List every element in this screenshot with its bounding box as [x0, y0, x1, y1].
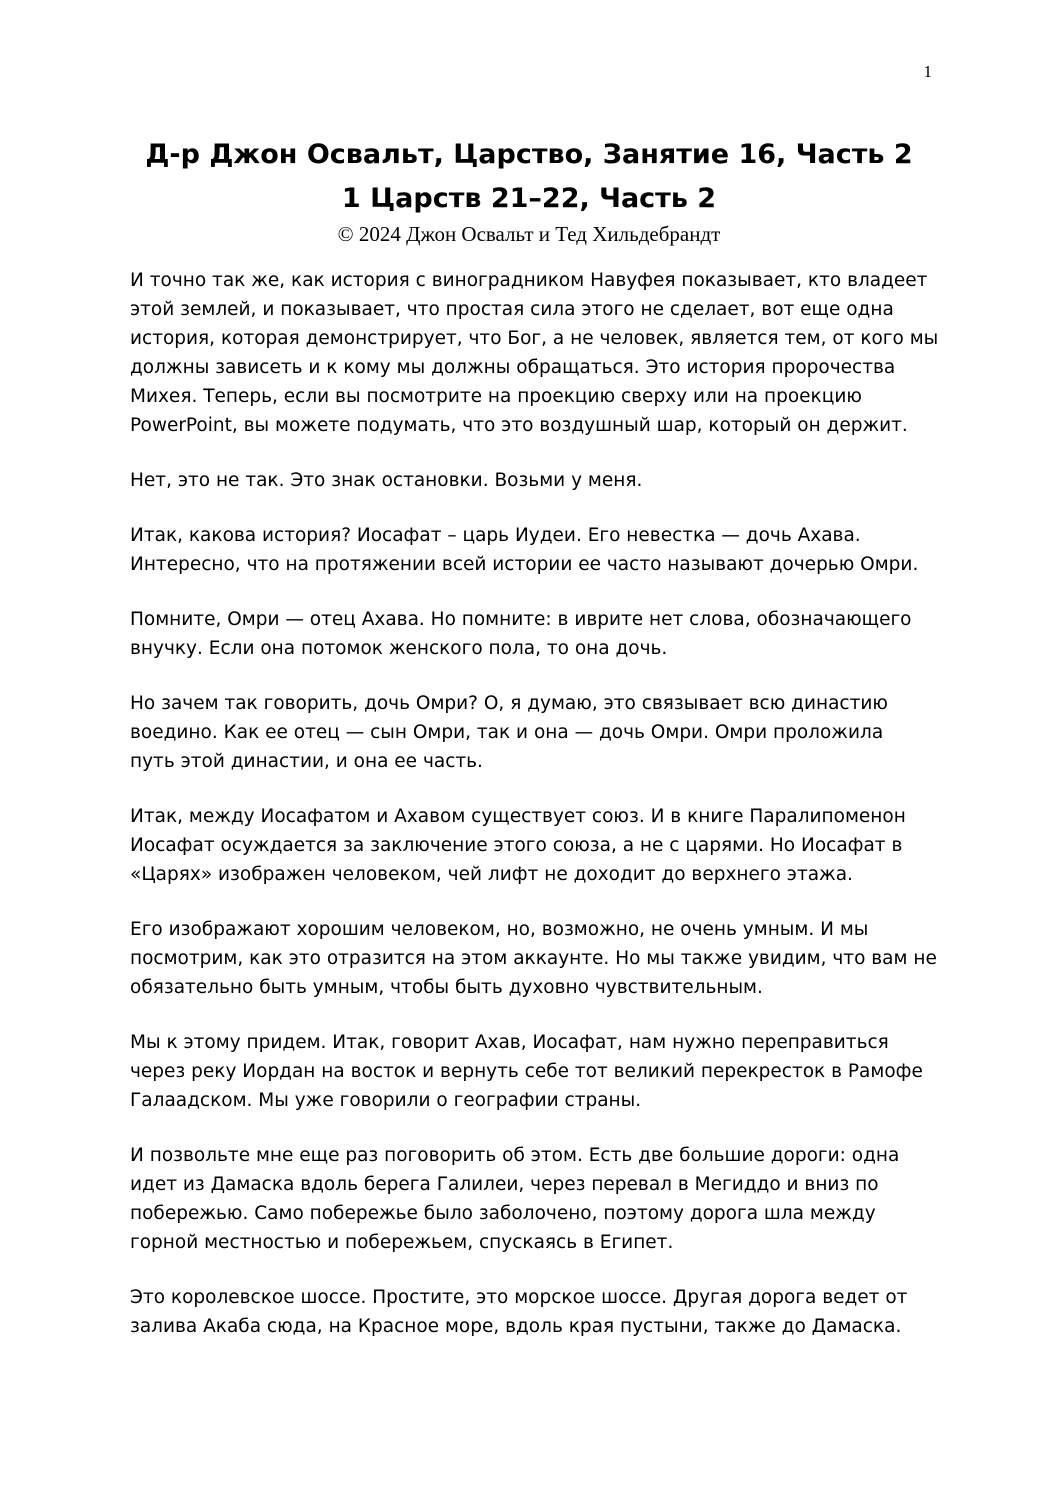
paragraph: [130, 802, 930, 889]
paragraph-line: Его изображают хорошим человеком, но, возможно, не очень умным. И мы: [130, 919, 869, 940]
paragraph-line: Галаадском. Мы уже говорили о географии страны.: [130, 1090, 642, 1111]
paragraph-line: Помните, Омри — отец Ахава. Но помните: в иврите нет слова, обозначающего: [130, 609, 912, 630]
paragraph-line: обязательно быть умным, чтобы быть духовно чувствительным.: [130, 977, 763, 998]
paragraph: [130, 521, 930, 579]
paragraph: [130, 266, 939, 440]
paragraph: [130, 466, 930, 495]
paragraph: [130, 1141, 930, 1257]
paragraph-line: Но зачем так говорить, дочь Омри? О, я думаю, это связывает всю династию: [130, 693, 888, 714]
paragraph: [130, 689, 930, 776]
paragraph-line: должны зависеть и к кому мы должны обращаться. Это история пророчества: [130, 357, 896, 378]
copyright-notice: © 2024 Джон Освальт и Тед Хильдебрандт: [337, 222, 721, 246]
title-line-1: Д-р Джон Освальт, Царство, Занятие 16, Часть 2: [145, 139, 913, 170]
paragraph-line: горной местностью и побережьем, спускаясь в Египет.: [130, 1232, 674, 1253]
paragraph-line: воедино. Как ее отец — сын Омри, так и она — дочь Омри. Омри проложила: [130, 722, 884, 743]
paragraph-line: идет из Дамаска вдоль берега Галилеи, через перевал в Мегиддо и вниз по: [130, 1174, 879, 1195]
paragraph-line: PowerPoint, вы можете подумать, что это воздушный шар, который он держит.: [130, 415, 908, 436]
paragraph-line: путь этой династии, и она ее часть.: [130, 751, 483, 772]
paragraph-line: этой землей, и показывает, что простая сила этого не сделает, вот еще одна: [130, 299, 894, 320]
page-title: [0, 133, 1058, 221]
paragraph-line: Мы к этому придем. Итак, говорит Ахав, Иосафат, нам нужно переправиться: [130, 1032, 889, 1053]
paragraph: [130, 1028, 930, 1115]
page-number: 1: [923, 62, 932, 81]
document-body: [130, 266, 939, 1367]
paragraph-line: И позвольте мне еще раз поговорить об этом. Есть две большие дороги: одна: [130, 1145, 900, 1166]
paragraph-line: Это королевское шоссе. Простите, это морское шоссе. Другая дорога ведет от: [130, 1287, 908, 1308]
paragraph-line: Итак, какова история? Иосафат – царь Иудеи. Его невестка — дочь Ахава.: [130, 525, 861, 546]
paragraph-line: «Царях» изображен человеком, чей лифт не доходит до верхнего этажа.: [130, 864, 853, 885]
paragraph-line: Михея. Теперь, если вы посмотрите на проекцию сверху или на проекцию: [130, 386, 862, 407]
paragraph: [130, 1283, 930, 1341]
title-line-2: 1 Царств 21–22, Часть 2: [341, 183, 717, 214]
paragraph-line: И точно так же, как история с виноградником Навуфея показывает, кто владеет: [130, 270, 928, 291]
paragraph-line: Иосафат осуждается за заключение этого союза, а не с царями. Но Иосафат в: [130, 835, 903, 856]
paragraph-line: побережью. Само побережье было заболочено, поэтому дорога шла между: [130, 1203, 876, 1224]
paragraph-line: через реку Иордан на восток и вернуть себе тот великий перекресток в Рамофе: [130, 1061, 923, 1082]
paragraph-line: Нет, это не так. Это знак остановки. Возьми у меня.: [130, 470, 643, 491]
paragraph: [130, 605, 930, 663]
paragraph-line: история, которая демонстрирует, что Бог, а не человек, является тем, от кого мы: [130, 328, 939, 349]
paragraph-line: внучку. Если она потомок женского пола, то она дочь.: [130, 638, 668, 659]
paragraph: [130, 915, 937, 1002]
paragraph-line: залива Акаба сюда, на Красное море, вдоль края пустыни, также до Дамаска.: [130, 1316, 902, 1337]
paragraph-line: посмотрим, как это отразится на этом аккаунте. Но мы также увидим, что вам не: [130, 948, 937, 969]
paragraph-line: Итак, между Иосафатом и Ахавом существует союз. И в книге Паралипоменон: [130, 806, 906, 827]
paragraph-line: Интересно, что на протяжении всей истории ее часто называют дочерью Омри.: [130, 554, 919, 575]
